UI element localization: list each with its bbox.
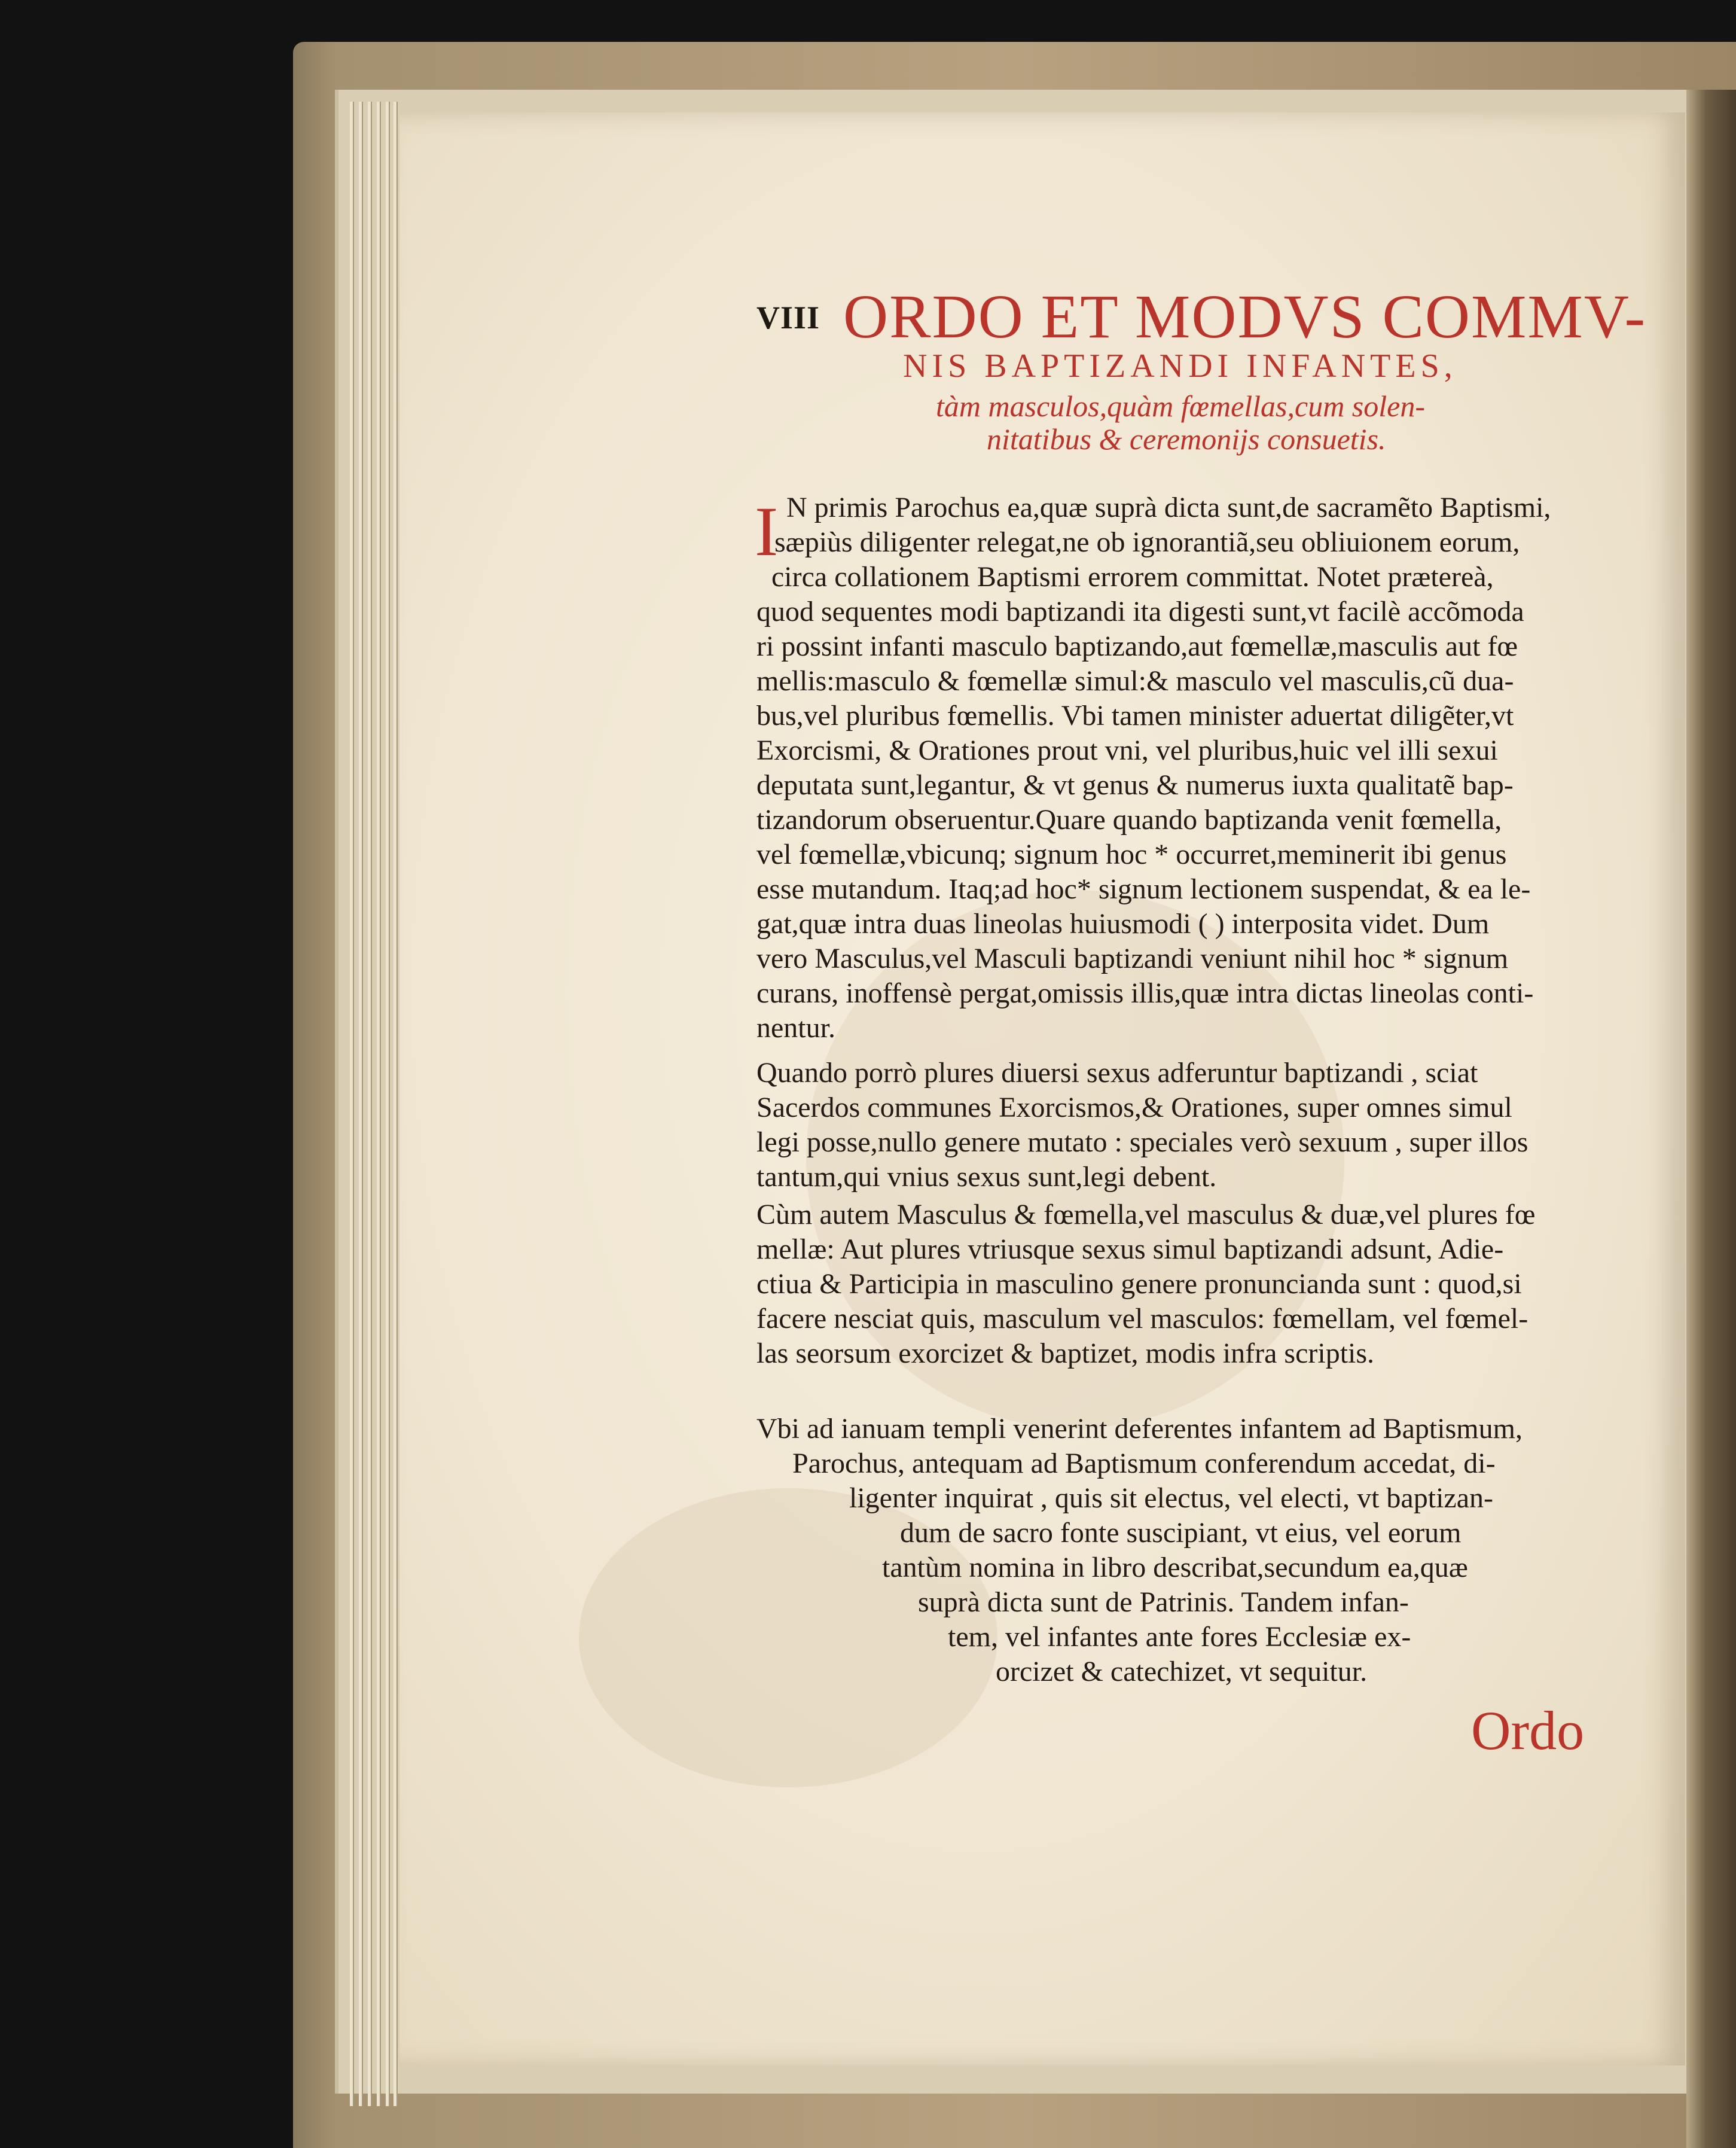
text-line: mellæ: Aut plures vtriusque sexus simul baptizandi adsunt, Adie- [756,1233,1504,1265]
text-line: suprà dicta sunt de Patrinis. Tandem infan- [918,1586,1409,1618]
text-line: ligenter inquirat , quis sit electus, vel electi, vt baptizan- [849,1482,1493,1514]
text-line: legi posse,nullo genere mutato : speciales verò sexuum , super illos [756,1126,1528,1158]
page-edge [386,102,390,2106]
text-line: mellis:masculo & fœmellæ simul:& masculo vel masculis,cũ dua- [756,665,1514,697]
drop-initial: I [755,492,779,571]
text-line: las seorsum exorcizet & baptizet, modis infra scriptis. [756,1337,1375,1369]
folio-number: VIII [756,300,820,336]
book-gutter [1686,90,1736,2148]
catchword: Ordo [1471,1700,1585,1761]
text-line: tizandorum obseruentur.Quare quando baptizanda venit fœmella, [756,804,1502,836]
text-line: ri possint infanti masculo baptizando,aut fœmellæ,masculis aut fœ [756,630,1518,662]
text-line: tem, vel infantes ante fores Ecclesiæ ex- [948,1621,1411,1653]
text-line: dum de sacro fonte suscipiant, vt eius, vel eorum [900,1517,1462,1549]
text-line: N primis Parochus ea,quæ suprà dicta sunt,de sacramẽto Baptismi, [786,492,1551,523]
text-line: facere nesciat quis, masculum vel masculos: fœmellam, vel fœmel- [756,1303,1528,1334]
text-line: orcizet & catechizet, vt sequitur. [996,1656,1368,1687]
page-edge [350,102,354,2106]
subtitle-line: nitatibus & ceremonijs consuetis. [987,422,1386,456]
page-edge [377,102,381,2106]
text-line: quod sequentes modi baptizandi ita digesti sunt,vt facilè accõmoda [756,596,1524,627]
page-edge [368,102,372,2106]
text-line: Vbi ad ianuam templi venerint deferentes infantem ad Baptismum, [756,1413,1523,1445]
page-subtitle: NIS BAPTIZANDI INFANTES, [903,348,1457,385]
text-line: vero Masculus,vel Masculi baptizandi veniunt nihil hoc * signum [756,943,1509,974]
text-line: deputata sunt,legantur, & vt genus & numerus iuxta qualitatẽ bap- [756,769,1514,801]
text-line: esse mutandum. Itaq;ad hoc* signum lectionem suspendat, & ea le- [756,873,1531,905]
text-line: Quando porrò plures diuersi sexus adferuntur baptizandi , sciat [756,1057,1478,1089]
text-line: curans, inoffensè pergat,omissis illis,quæ intra dictas lineolas conti- [756,977,1534,1009]
text-line: Exorcismi, & Orationes prout vni, vel pluribus,huic vel illi sexui [756,735,1498,766]
text-line: Parochus, antequam ad Baptismum conferendum accedat, di- [792,1448,1496,1479]
text-line: tantùm nomina in libro describat,secundum ea,quæ [882,1552,1468,1583]
text-line: Cùm autem Masculus & fœmella,vel masculus & duæ,vel plures fœ [756,1199,1536,1230]
text-line: bus,vel pluribus fœmellis. Vbi tamen minister aduertat diligẽter,vt [756,700,1514,732]
text-line: tantum,qui vnius sexus sunt,legi debent. [756,1161,1217,1193]
page-edge [359,102,363,2106]
subtitle-line: tàm masculos,quàm fœmellas,cum solen- [936,389,1425,423]
text-line: nentur. [756,1012,835,1044]
text-line: ctiua & Participia in masculino genere pronuncianda sunt : quod,si [756,1268,1522,1300]
text-line: vel fœmellæ,vbicunq; signum hoc * occurret,meminerit ibi genus [756,839,1507,870]
text-line: sæpiùs diligenter relegat,ne ob ignorantiã,seu obliuionem eorum, [774,526,1520,558]
text-line: circa collationem Baptismi errorem committat. Notet prætereà, [771,561,1494,593]
text-line: Sacerdos communes Exorcismos,& Orationes, super omnes simul [756,1092,1512,1123]
text-line: gat,quæ intra duas lineolas huiusmodi ( ) interposita videt. Dum [756,908,1490,940]
page-edge [393,102,398,2106]
page-title: ORDO ET MODVS COMMV- [843,282,1647,351]
